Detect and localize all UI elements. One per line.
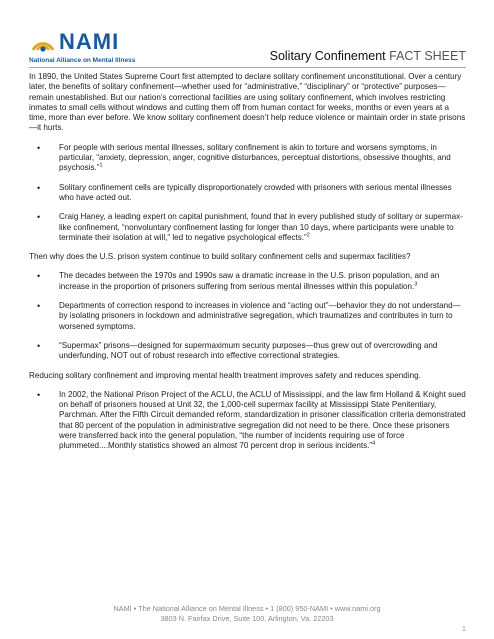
nami-logo-icon	[29, 28, 57, 56]
footer-address-line: 3803 N. Fairfax Drive, Suite 100, Arlington, Va. 22203	[160, 614, 334, 623]
footnote-ref[interactable]: 1	[99, 162, 103, 169]
list-item: • “Supermax” prisons—designed for supermaximum security purposes—thus grew out of overcrowding and underfunding, NOT out of robust research into effective correctional strategies.	[29, 341, 466, 362]
conclusion-paragraph: Reducing solitary confinement and improving mental health treatment improves safety and reduces spending.	[29, 370, 421, 380]
list-item: • Solitary confinement cells are typically disproportionately crowded with prisoners with serious mental illnesses who have acted out.	[29, 183, 466, 204]
intro-paragraph: In 1890, the United States Supreme Court first attempted to declare solitary confinement unconstitutional. Over a century later, the benefits of solitary confinement—whether used for “administrative,” “disciplinary” or “protective” purposes—remain unestablished. But our nation’s correctional facilities are using solitary confinement, which involves restricting inmates to small cells without windows and cutting them off from human contact for weeks, months or even years at a time, more than ever before. We know solitary confinement doesn’t help reduce violence or maintain order in state prisons—it hurts.	[29, 72, 466, 133]
bullet-list-causes	[29, 271, 466, 361]
bullet-list-effects	[29, 143, 466, 243]
nami-logo	[29, 27, 169, 67]
logo-wordmark: NAMI	[59, 29, 120, 54]
footnote-ref[interactable]: 3	[414, 281, 418, 288]
title-suffix: FACT SHEET	[389, 49, 466, 63]
footnote-ref[interactable]: 4	[372, 440, 376, 447]
page-header	[29, 27, 466, 67]
bullet-list-evidence	[29, 390, 466, 452]
document-title	[270, 49, 466, 63]
page-number: 1	[461, 624, 466, 633]
list-item: • The decades between the 1970s and 1990s saw a dramatic increase in the U.S. prison population, and an increase in the proportion of prisoners suffering from serious mental illnesses within this population.$^3$	[29, 271, 466, 292]
list-item: • In 2002, the National Prison Project of the ACLU, the ACLU of Mississippi, and the law firm Holland & Knight sued on behalf of prisoners housed at Unit 32, the 1,000-cell supermax facility at Mississippi State Penitentiary, Parchman. After the Fifth Circuit demanded reform, standardization in prisoner classification criteria demonstrated that 80 percent of the population in administrative segregation did not need to be there. Once these prisoners were transferred back into the general population, “the number of incidents requiring use of force plummeted....Monthly statistics showed an almost 70 percent drop in serious incidents.”$^4$	[29, 390, 466, 452]
document-body	[29, 72, 466, 461]
title-main: Solitary Confinement	[269, 49, 386, 63]
logo-subtitle: National Alliance on Mental Illness	[29, 57, 136, 64]
list-item: • For people with serious mental illnesses, solitary confinement is akin to torture and worsens symptoms, in particular, “anxiety, depression, anger, cognitive disturbances, perceptual distortions, obsessive thoughts, and psychosis.”$^1$	[29, 143, 466, 174]
list-item: • Departments of correction respond to increases in violence and “acting out”—behavior they do not understand—by isolating prisoners in lockdown and administrative segregation, which traumatizes and contributes in turn to worsened symptoms.	[29, 301, 466, 332]
footer-contact-line: NAMI • The National Alliance on Mental Illness • 1 (800) 950-NAMI • www.nami.org	[113, 604, 381, 613]
list-item: • Craig Haney, a leading expert on capital punishment, found that in every published study of solitary or supermax-like confinement, “nonvoluntary confinement lasting for longer than 10 days, where participants were unable to terminate their isolation at will,” led to negative psychological effects.”$^2$	[29, 212, 466, 243]
page-footer	[0, 604, 494, 624]
question-paragraph: Then why does the U.S. prison system continue to build solitary confinement cells and supermax facilities?	[29, 252, 411, 262]
footnote-ref[interactable]: 2	[306, 232, 310, 239]
header-divider	[29, 67, 466, 68]
